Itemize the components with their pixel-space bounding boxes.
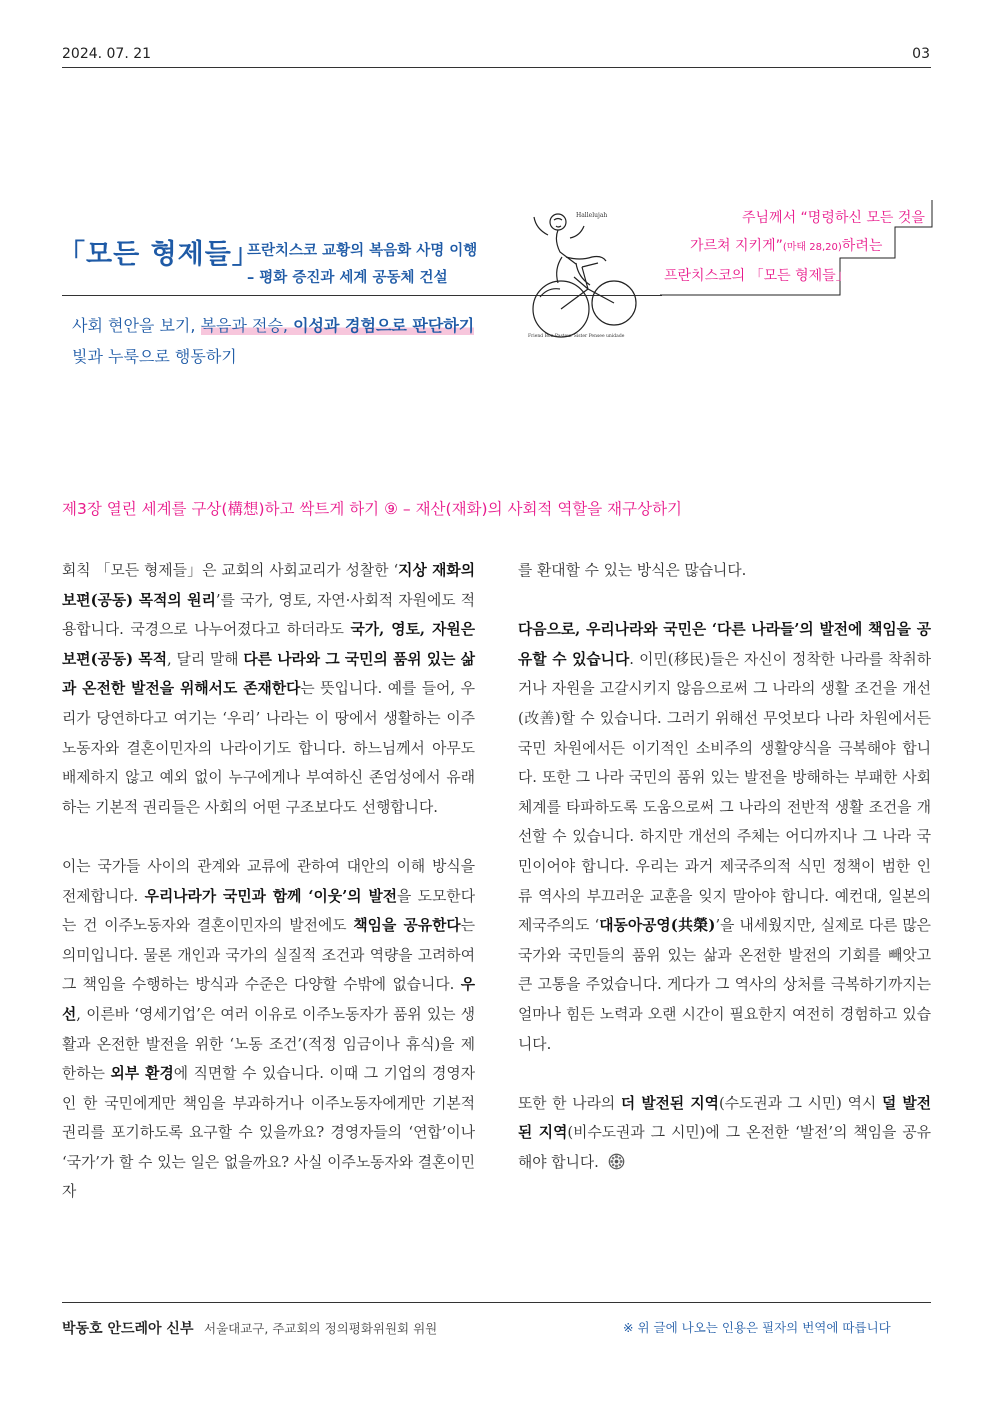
left-paragraph-1 [62, 556, 475, 822]
article-right-column [518, 556, 931, 1207]
method-statement [72, 310, 474, 372]
emphasis: 지상 재화의 보편(공동) 목적의 원리 [62, 562, 476, 609]
text-run: 는 뜻입니다. 예를 들어, 우리가 당연하다고 여기는 ‘우리’ 나라는 이 땅에서 생활하는 이주노동자와 결혼이민자의 나라이기도 합니다. 하느님께서 아무도 배제하지 않고 예외 없이 누구에게나 부여하신 존엄성에서 유래하는 기본적 권리들은 사회의 어떤 구조보다도 선행합니다. [62, 680, 475, 816]
emphasis: 국가, 영토, 자원은 보편(공동) 목적 [62, 621, 475, 668]
callout-line2-ref: (마태 28,20) [782, 242, 842, 253]
text-run: , 달리 말해 [167, 650, 244, 668]
emphasis: 다른 나라와 그 국민의 품위 있는 삶과 온전한 발전을 위해서도 존재한다 [62, 650, 475, 698]
chapter-heading: 제3장 열린 세계를 구상(構想)하고 싹트게 하기 ⑨ – 재산(재화)의 사회적 역할을 재구상하기 [62, 500, 683, 518]
series-subtitle-line1: 프란치스코 교황의 복음화 사명 이행 [247, 243, 478, 259]
scripture-callout [540, 195, 940, 305]
callout-line3: 프란치스코의 「모든 형제들」 [664, 268, 850, 284]
emphasis: 우리나라가 국민과 함께 ‘이웃’의 발전 [144, 887, 398, 905]
header-divider [62, 67, 931, 68]
method-line2: 빛과 누룩으로 행동하기 [72, 347, 237, 366]
emphasis: 외부 환경 [110, 1065, 174, 1083]
series-subtitle-line2: – 평화 증진과 세계 공동체 건설 [247, 270, 448, 286]
left-paragraph-2 [62, 852, 475, 1207]
text-run: 이는 국가들 사이의 관계와 교류에 관하여 대안의 이해 방식을 전제합니다. [62, 857, 475, 905]
illustration-caption-top: Hallelujah [576, 212, 608, 219]
text-run: (비수도권과 그 시민)에 그 온전한 ‘발전’의 책임을 공유해야 합니다. [518, 1124, 931, 1171]
author-role: 서울대교구, 주교회의 정의평화위원회 위원 [204, 1321, 438, 1336]
callout-line2-tail: 하려는 [841, 238, 883, 254]
right-paragraph-1 [518, 615, 931, 1059]
issue-date: 2024. 07. 21 [62, 46, 152, 62]
article-left-column [62, 556, 475, 1237]
text-run: 회칙 「모든 형제들」은 교회의 사회교리가 성찰한 ‘ [62, 562, 399, 579]
callout-line2 [690, 235, 882, 255]
method-line1 [72, 310, 474, 341]
method-see: 사회 현안을 보기, [72, 316, 201, 335]
series-title: 「모든 형제들」 [58, 239, 260, 270]
text-run: , 이른바 ‘영세기업’은 여러 이유로 이주노동자가 품위 있는 생활과 온전한 발전을 위한 ‘노동 조건’(적정 임금이나 휴식)을 제한하는 [62, 1005, 475, 1083]
emphasis: 더 발전된 지역 [620, 1094, 719, 1112]
method-sep: , [282, 316, 294, 335]
text-run: 또한 한 나라의 [518, 1094, 621, 1112]
page-number: 03 [912, 46, 930, 62]
series-subtitle [247, 238, 477, 292]
text-run: 는 의미입니다. 물론 개인과 국가의 실질적 조건과 역량을 고려하여 그 책임을 수행하는 방식과 수준은 다양할 수밖에 없습니다. [62, 917, 475, 994]
callout-line1: 주님께서 “명령하신 모든 것을 [742, 210, 925, 226]
emphasis: 다음으로, 우리나라와 국민은 ‘다른 나라들’의 발전에 책임을 공유할 수 있습니다 [518, 621, 931, 668]
callout-line2-main: 가르쳐 지키게” [690, 238, 783, 254]
emphasis: 덜 발전된 지역 [518, 1094, 931, 1142]
right-paragraph-2 [518, 1089, 931, 1178]
text-run: ’를 국가, 영토, 자연·사회적 자원에도 적용합니다. 국경으로 나누어졌다고 하더라도 [62, 591, 476, 639]
emphasis: 대동아공영(共榮) [599, 917, 716, 935]
author-name: 박동호 안드레아 신부 [62, 1321, 194, 1337]
illustration-caption-bottom: Friend Bon Pasteur Sister Pensee unidade [528, 334, 625, 339]
emphasis: 우선 [62, 976, 475, 1023]
translation-note: ※ 위 글에 나오는 인용은 필자의 번역에 따릅니다 [623, 1320, 891, 1335]
text-run: ’을 내세웠지만, 실제로 다른 많은 국가와 국민들의 품위 있는 삶과 온전한 발전의 기회를 빼앗고 큰 고통을 주었습니다. 게다가 그 역사의 상처를 극복하기까지는 얼마나 힘든 노력과 오랜 시간이 필요한지 여전히 경험하고 있습니다. [518, 917, 931, 1053]
footer-divider [62, 1302, 931, 1303]
end-mark-icon [608, 1153, 625, 1170]
right-paragraph-0: 를 환대할 수 있는 방식은 많습니다. [518, 562, 747, 579]
text-run: . 이민(移民)들은 자신이 정착한 나라를 착취하거나 자원을 고갈시키지 않음으로써 그 나라의 생활 조건을 개선(改善)할 수 있습니다. 그러기 위해선 무엇보다 나라 차원에서든 국민 차원에서든 이기적인 소비주의 생활양식을 극복해야 합니다. 또한 그 나라 국민의 품위 있는 발전을 방해하는 부패한 사회체계를 타파하도록 도움으로써 그 나라의 전반적 생활 조건을 개선할 수 있습니다. 하지만 개선의 주체는 어디까지나 그 나라 국민이어야 합니다. 우리는 과거 제국주의적 식민 정책이 범한 인류 역사의 부끄러운 교훈을 잊지 말아야 합니다. 예컨대, 일본의 제국주의도 ‘ [518, 650, 931, 935]
text-run: 에 직면할 수 있습니다. 이때 그 기업의 경영자인 한 국민에게만 책임을 부과하거나 이주노동자에게만 기본적 권리를 포기하도록 요구할 수 있을까요? 경영자들의 ‘연합’이나 ‘국가’가 할 수 있는 일은 없을까요? 사실 이주노동자와 결혼이민자 [62, 1065, 475, 1201]
text-run: 을 도모한다는 건 이주노동자와 결혼이민자의 발전에도 [62, 887, 475, 935]
method-gospel: 복음과 전승 [200, 316, 283, 335]
method-judge: 이성과 경험으로 판단하기 [293, 316, 475, 335]
text-run: (수도권과 그 시민) 역시 [718, 1094, 882, 1112]
emphasis: 책임을 공유한다 [353, 917, 461, 935]
